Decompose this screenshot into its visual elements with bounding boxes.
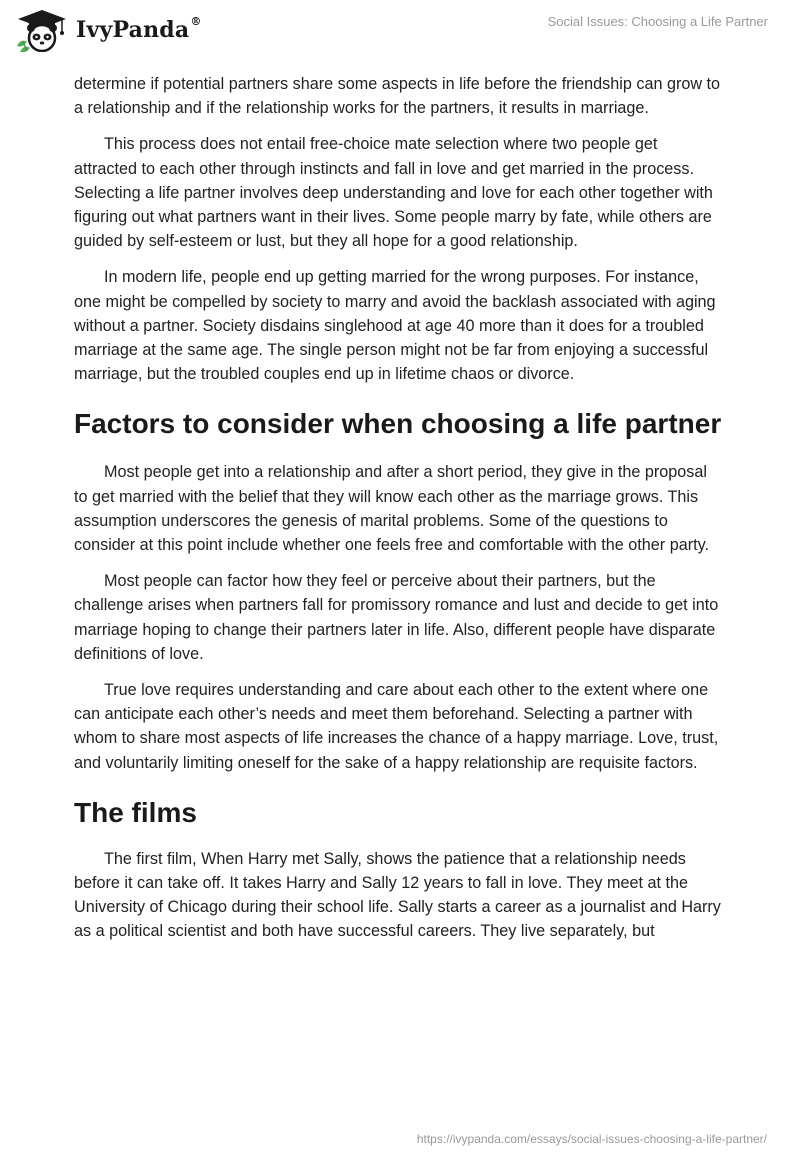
paragraph: The first film, When Harry met Sally, shows the patience that a relationship needs before it can take off. It takes Harry and Sally 12 years to fall in love. They meet at the University of Chicago during their school life. Sally starts a career as a journalist and Harry as a political scientist and both have successful careers. They live separately, but	[74, 849, 721, 941]
source-url-link[interactable]: https://ivypanda.com/essays/social-issues-choosing-a-life-partner/	[416, 1132, 767, 1146]
section-heading-factors: Factors to consider when choosing a life partner	[74, 408, 722, 440]
panda-graduation-cap-icon	[14, 8, 70, 52]
section-heading-films: The films	[74, 796, 197, 828]
registered-mark: ®	[190, 15, 202, 28]
paragraph: This process does not entail free-choice mate selection where two people get attracted to each other through instincts and fall in love and get married in the process. Selecting a life partner involves deep understanding and love for each other together with figuring out what partners want in their lives. Some people marry by fate, while others are guided by self-esteem or lust, but they all hope for a good relationship.	[74, 135, 713, 251]
logo-text: IvyPanda®	[76, 15, 202, 43]
paragraph: determine if potential partners share some aspects in life before the friendship can grow to a relationship and if the relationship works for the partners, it results in marriage.	[74, 75, 721, 118]
paragraph: Most people get into a relationship and after a short period, they give in the proposal to get married with the belief that they will know each other as the marriage grows. This assumption underscores the genesis of marital problems. Some of the questions to consider at this point include whether one feels free and comfortable with the other party.	[74, 463, 709, 555]
ivypanda-logo[interactable]	[14, 8, 202, 52]
page-header	[0, 0, 800, 60]
essay-content	[74, 72, 724, 956]
paragraph: Most people can factor how they feel or perceive about their partners, but the challenge arises when partners fall for promissory romance and lust and decide to get into marriage hoping to change their partners later in life. Also, different people have disparate definitions of love.	[74, 572, 719, 663]
paragraph: In modern life, people end up getting married for the wrong purposes. For instance, one might be compelled by society to marry and avoid the backlash associated with aging without a partner. Society disdains singlehood at age 40 more than it does for a troubled marriage at the same age. The single person might not be far from enjoying a successful marriage, but the troubled couples end up in lifetime chaos or divorce.	[74, 268, 716, 384]
paragraph: True love requires understanding and care about each other to the extent where one can anticipate each other’s needs and meet them beforehand. Selecting a partner with whom to share most aspects of life increases the chance of a happy marriage. Love, trust, and voluntarily limiting oneself for the sake of a happy relationship are requisite factors.	[74, 681, 719, 772]
page-title: Social Issues: Choosing a Life Partner	[547, 14, 768, 29]
